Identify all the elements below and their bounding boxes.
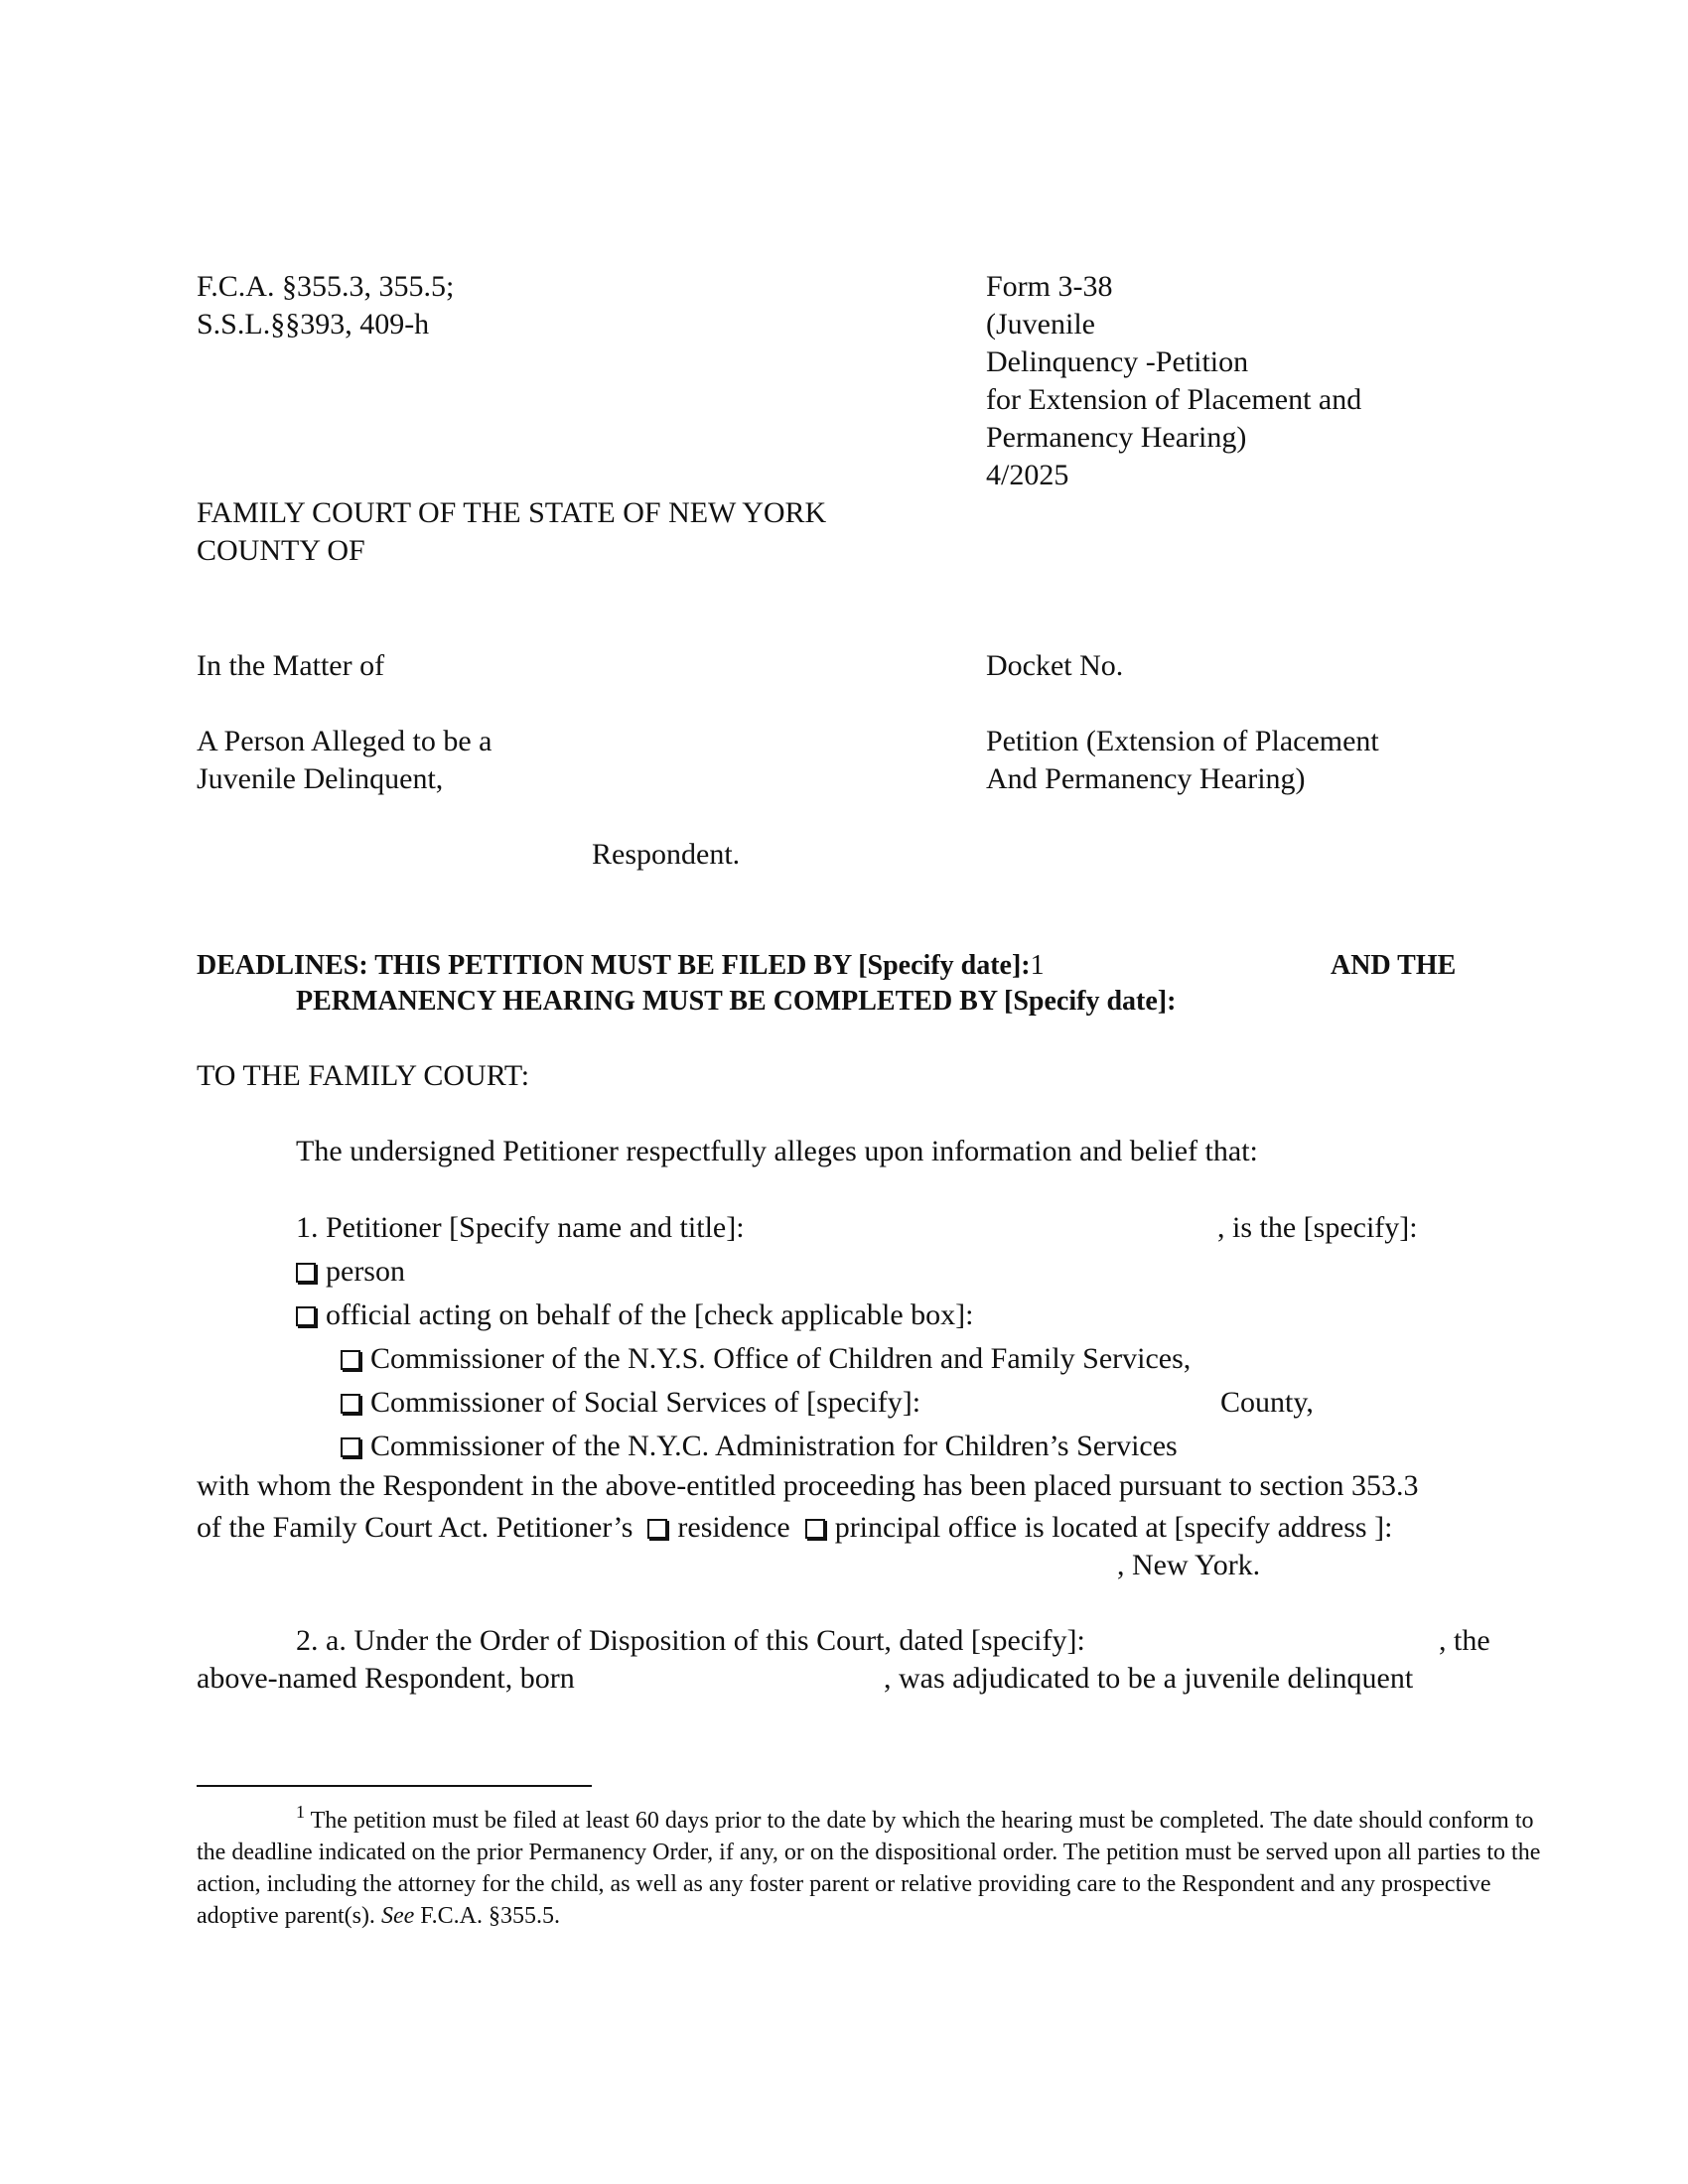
new-york-label: , New York. (1117, 1549, 1261, 1581)
statute-line-1: F.C.A. §355.3, 355.5; (197, 270, 455, 303)
checkbox-person[interactable] (296, 1263, 316, 1283)
petition-title (986, 723, 1379, 798)
form-line: Permanency Hearing) (986, 421, 1247, 454)
petitioner-role-label: , is the [specify]: (1217, 1211, 1418, 1244)
docket-label: Docket No. (986, 649, 1124, 682)
footnote-number: 1 (296, 1802, 305, 1822)
adjudication-line: , was adjudicated to be a juvenile delinquent (884, 1662, 1414, 1695)
residence-label: residence (677, 1511, 790, 1544)
deadline-hearing: PERMANENCY HEARING MUST BE COMPLETED BY [Specify date]: (296, 986, 1177, 1017)
option-dss-label: Commissioner of Social Services of [specify]: (370, 1386, 921, 1419)
checkbox-principal-office[interactable] (805, 1519, 825, 1539)
footnote-text: The petition must be filed at least 60 days prior to the date by which the hearing must be completed. The date should conform to the deadline indicated on the prior Permanency Order, if any, or on the dispositional order. The petition must be served upon all parties to the action, including the attorney for the child, as well as any foster parent or relative providing care to the Respondent and any prospective adoptive parent(s). (197, 1808, 1541, 1929)
option-person-label: person (326, 1255, 405, 1288)
matter-label: In the Matter of (197, 649, 385, 682)
person-line-1: A Person Alleged to be a (197, 725, 492, 757)
deadline-and-the: AND THE (1331, 950, 1457, 981)
fca-text: of the Family Court Act. Petitioner’s (197, 1511, 633, 1544)
checkbox-official[interactable] (296, 1306, 316, 1326)
form-identifier (986, 268, 1361, 494)
petitioner-name-line: 1. Petitioner [Specify name and title]: (296, 1211, 745, 1244)
form-line: for Extension of Placement and (986, 383, 1362, 416)
form-line: (Juvenile (986, 308, 1095, 341)
court-heading (197, 494, 826, 570)
deadline-filing-text: DEADLINES: THIS PETITION MUST BE FILED BY [Specify date]: (197, 950, 1031, 981)
petition-title-line-2: And Permanency Hearing) (986, 762, 1306, 795)
form-line: Delinquency -Petition (986, 345, 1249, 378)
form-date: 4/2025 (986, 459, 1069, 491)
intro-paragraph: The undersigned Petitioner respectfully alleges upon information and belief that: (296, 1135, 1258, 1167)
checkbox-acs[interactable] (341, 1437, 360, 1457)
principal-office-label: principal office is located at [specify address ]: (834, 1511, 1393, 1544)
footnote-separator (197, 1785, 592, 1787)
petitioner-address-line (197, 1509, 1392, 1547)
petition-title-line-1: Petition (Extension of Placement (986, 725, 1379, 757)
footnote-reference: 1 (1030, 950, 1045, 981)
option-acs-label: Commissioner of the N.Y.C. Administration for Children’s Services (370, 1430, 1178, 1462)
option-official (296, 1297, 974, 1334)
disposition-the: , the (1439, 1624, 1490, 1657)
footnote-citation: F.C.A. §355.5. (420, 1903, 561, 1929)
person-line-2: Juvenile Delinquent, (197, 762, 444, 795)
footnote (197, 1802, 1557, 1932)
county-label: COUNTY OF (197, 534, 365, 567)
statute-citation (197, 268, 454, 343)
respondent-label: Respondent. (592, 838, 741, 871)
option-ocfs-label: Commissioner of the N.Y.S. Office of Children and Family Services, (370, 1342, 1192, 1375)
checkbox-dss[interactable] (341, 1394, 360, 1414)
option-ocfs (341, 1340, 1191, 1378)
respondent-description (197, 723, 492, 798)
footnote-see: See (380, 1903, 415, 1929)
court-name: FAMILY COURT OF THE STATE OF NEW YORK (197, 496, 827, 529)
statute-line-2: S.S.L.§§393, 409-h (197, 308, 430, 341)
option-person (296, 1253, 405, 1291)
option-acs (341, 1428, 1178, 1465)
checkbox-residence[interactable] (647, 1519, 667, 1539)
disposition-order-line: 2. a. Under the Order of Disposition of this Court, dated [specify]: (296, 1624, 1085, 1657)
checkbox-ocfs[interactable] (341, 1350, 360, 1370)
option-official-label: official acting on behalf of the [check applicable box]: (326, 1298, 974, 1331)
respondent-born-line: above-named Respondent, born (197, 1662, 575, 1695)
to-the-family-court: TO THE FAMILY COURT: (197, 1059, 530, 1092)
option-dss (341, 1384, 920, 1422)
placement-statement: with whom the Respondent in the above-entitled proceeding has been placed pursuant to section 353.3 (197, 1469, 1419, 1502)
deadline-filing (197, 948, 1045, 984)
form-line: Form 3-38 (986, 270, 1113, 303)
option-dss-county: County, (1220, 1386, 1314, 1419)
